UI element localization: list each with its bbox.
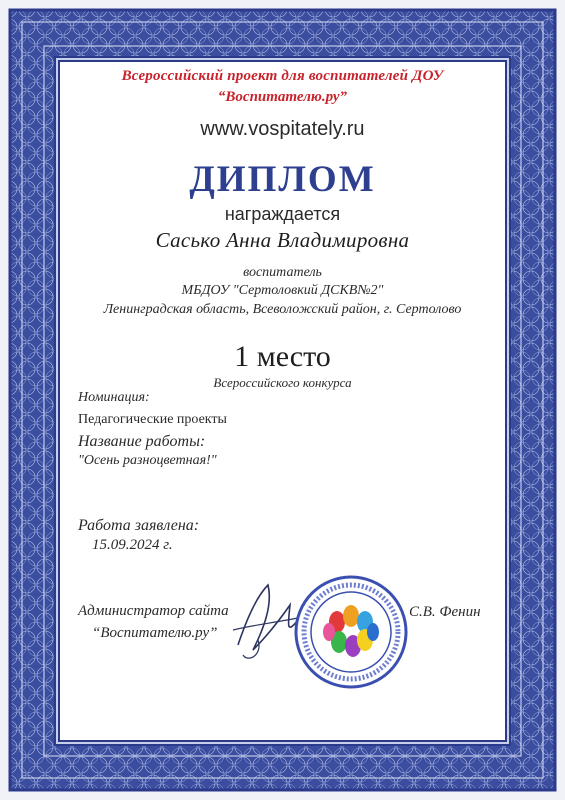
awarded-text: награждается [224, 204, 341, 224]
website-url: www.vospitately.ru [200, 118, 365, 140]
region-text: Ленинградская область, Всеволожский район, г. Сертолово [103, 302, 462, 317]
stamp-seal [293, 574, 409, 690]
place-text: 1 место [234, 340, 331, 373]
diploma-title: ДИПЛОМ [189, 159, 376, 200]
work-title-value: "Осень разноцветная!" [78, 453, 217, 468]
submitted-date: 15.09.2024 г. [92, 537, 173, 553]
submitted-label: Работа заявлена: [78, 517, 200, 534]
work-title-label: Название работы: [78, 433, 206, 450]
project-heading: Всероссийский проект для воспитателей ДОУ [121, 68, 444, 84]
recipient-name: Сасько Анна Владимировна [155, 228, 410, 252]
nomination-label: Номинация: [78, 390, 150, 405]
position-text: воспитатель [243, 265, 322, 280]
nomination-value: Педагогические проекты [78, 412, 227, 427]
organization-text: МБДОУ "Сертоловкий ДСКВ№2" [181, 283, 384, 298]
project-site-name: “Воспитателю.ру” [217, 89, 348, 105]
contest-text: Всероссийского конкурса [213, 375, 352, 390]
admin-label: Администратор сайта [78, 603, 229, 619]
signer-name: С.В. Фенин [409, 604, 481, 620]
admin-site: “Воспитателю.ру” [92, 625, 218, 641]
